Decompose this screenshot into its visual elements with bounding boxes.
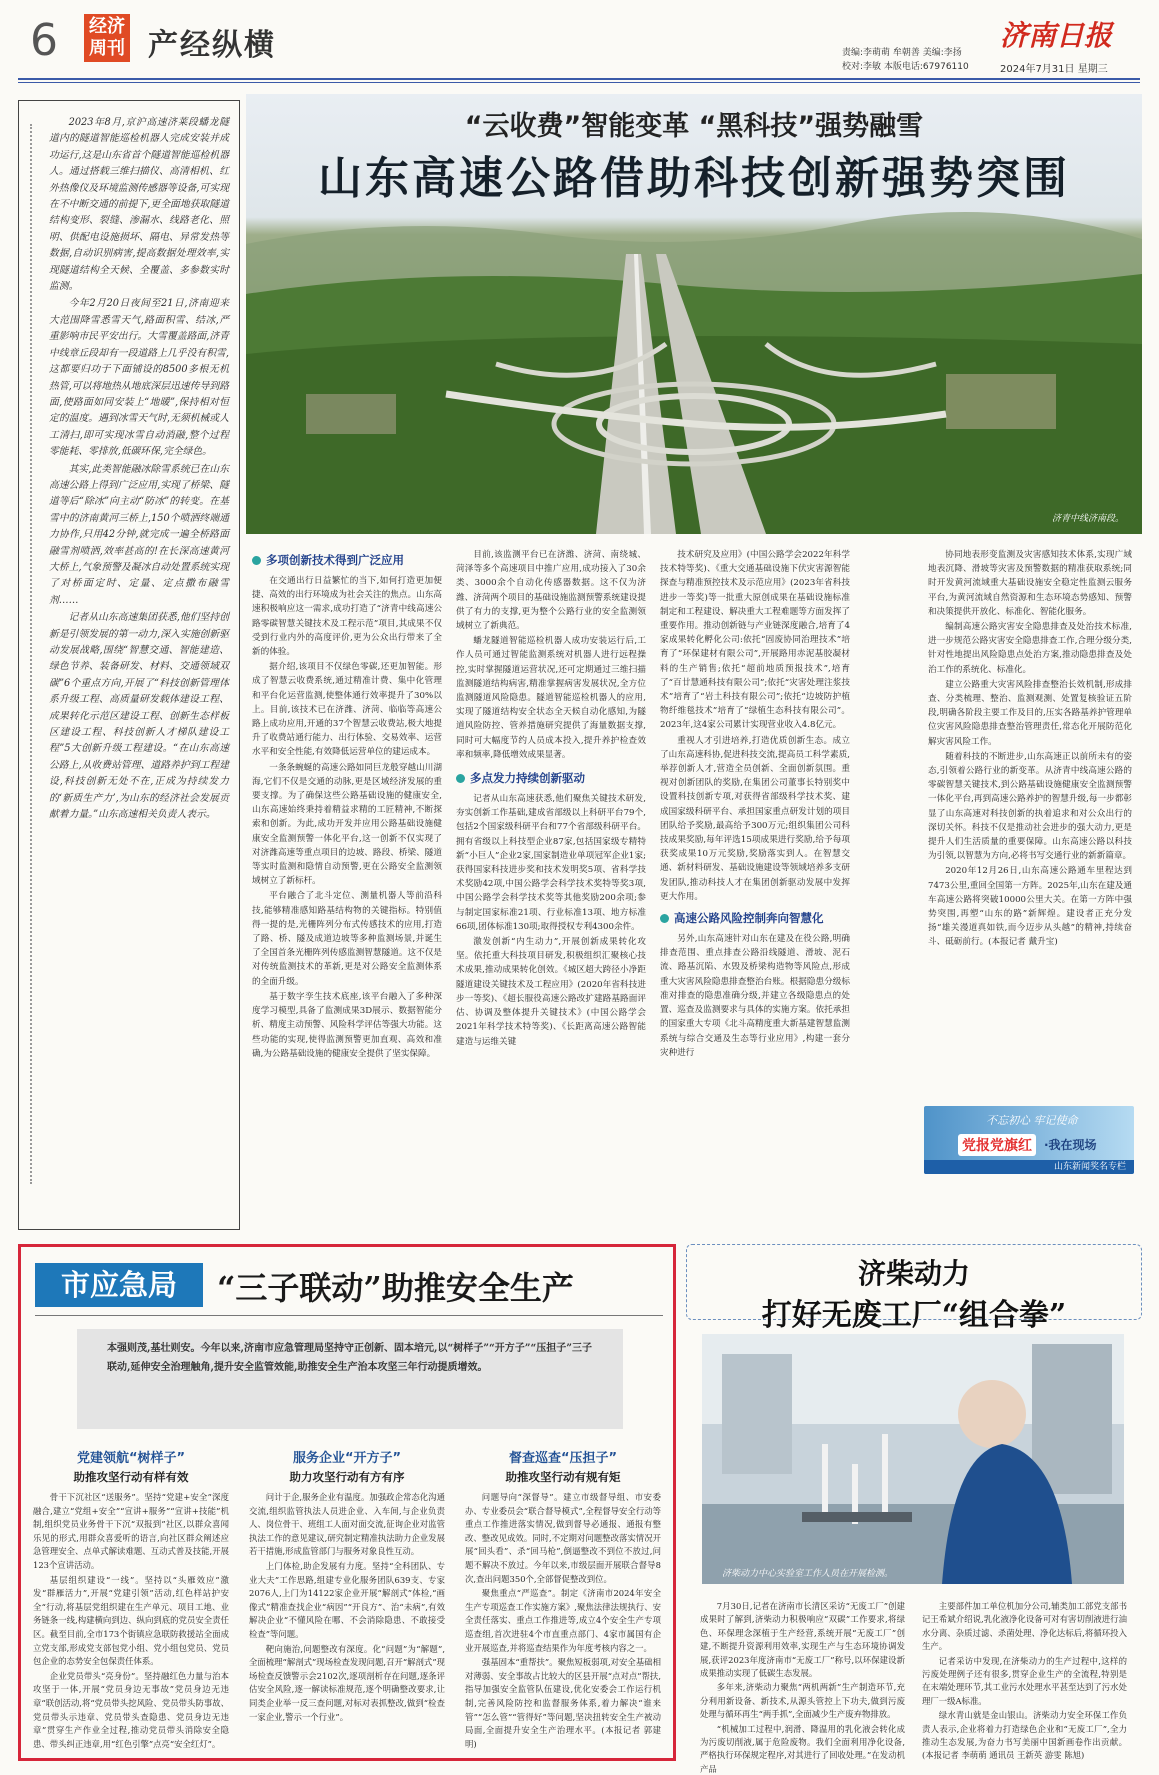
hero-photo bbox=[246, 94, 1142, 534]
article-paragraph: 目前,该监测平台已在济潍、济菏、南绕城、菏泽等多个高速项目中推广应用,成功接入了30余类、3000余个自动化传感器数据。这不仅为济潍、济菏两个项目的基础设施监测预警系统建设提供了有力的支撑,更为整个公路行业的安全监测领域树立了新典范。 bbox=[456, 550, 646, 632]
article-paragraph: 编制高速公路灾害安全隐患排查及处治技术标准,进一步规范公路灾害安全隐患排查工作,合理分级分类,针对性地提出风险隐患点处治方案,推动隐患排查及处治工作的系统化、标准化。 bbox=[928, 622, 1132, 675]
jichai-paragraph: 主要部件加工单位机加分公司,辅类加工部党支部书记王希斌介绍说,乳化液净化设备可对有害切削液进行油水分离、杂质过滤、杀菌处理、净化达标后,将循环投入生产。 bbox=[922, 1601, 1127, 1652]
feature-column-heading: 服务企业“开方子” bbox=[292, 1451, 402, 1466]
feature-column-text bbox=[249, 1491, 445, 1724]
bullet-icon bbox=[660, 914, 669, 923]
left-intro-text bbox=[49, 115, 229, 823]
page-number: 6 bbox=[30, 15, 58, 66]
feature-paragraph: 问题导向“深督导”。建立市级督导组、市安委办、专业委员会“联合督导模式”,全程督导安全行动等重点工作推进落实情况,做到督导必通报、通报有整改、整改见成效。同时,不定期对问题整改落实情况开展“回头看”、杀“回马枪”,倒逼整改不到位不放过,问题不解决不放过。今年以来,市级层面开展联合督导8次,查出问题350个,全部督促整改到位。 bbox=[465, 1492, 661, 1584]
feature-rule bbox=[35, 1315, 663, 1316]
feature-column-text bbox=[33, 1491, 229, 1751]
bullet-icon bbox=[456, 774, 465, 783]
emergency-bureau-feature bbox=[18, 1244, 676, 1761]
article-paragraph: 基于数字孪生技术底座,该平台融入了多种深度学习模型,具备了监测成果3D展示、数据智能分析、精度主动预警、风险科学评估等强大功能。这些功能的实现,使得监测预警更加直观、高效和准确,为公路基础设施的健康安全提供了坚实保障。 bbox=[252, 991, 442, 1059]
feature-paragraph: 骨干下沉社区“送服务”。坚持“党建+安全”深度融合,建立“党组+安全”“宣讲+服务”“宣讲+技能”机制,组织党员业务骨干下沉“双报到”社区,以群众喜闻乐见的形式,用群众喜爱听的语言,向社区群众阐述应急管理安全、点单式解读难题、互动式普及技能,开展123个宣讲活动。 bbox=[33, 1492, 229, 1570]
banner-title: 党报党旗红 bbox=[958, 1134, 1036, 1156]
section-subhead bbox=[660, 910, 850, 926]
column-text bbox=[456, 548, 646, 762]
feature-paragraph: 基层组织建设“一线”。坚持以“头雁效应”激发“群雁活力”,开展“党建引领”活动,红色样站护安全“行动,将基层党组织建在生产单元、项目工地、业务链条一线,构建横向到边、纵向到底的党员安全责任区。截至目前,全市173个街镇应急联防救援站全面成立党支部,形成党支部包党小组、党小组包党员、党员包企业的态势安全包保责任体系。 bbox=[33, 1574, 229, 1667]
feature-title: “三子联动”助推安全生产 bbox=[217, 1269, 574, 1307]
hero-photo-caption: 济青中线济南段。 bbox=[1051, 514, 1124, 524]
jichai-column-text bbox=[700, 1600, 905, 1775]
left-paragraph: 其实,此类智能融冰除雪系统已在山东高速公路上得到广泛应用,实现了桥梁、隧道等后“除冰”向主动“防冰”的转变。在基雪中的济南黄河三桥上,150个喷洒终端通力协作,只用42分钟,就完成一遍全桥路面融雪剂喷洒,效率甚高的!在长深高速黄河大桥上,气象预警及凝冰自动处置系统实现了对桥面定时、定量、定点撒布融雪剂…… bbox=[49, 463, 229, 606]
editors-line-2: 校对:李敏 本版电话:67976110 bbox=[842, 62, 969, 72]
feature-column-3 bbox=[465, 1447, 661, 1752]
column-text bbox=[252, 574, 442, 1061]
feature-column-heading: 督查巡查“压担子” bbox=[508, 1451, 618, 1466]
dateline: 2024年7月31日 星期三 bbox=[1000, 64, 1108, 75]
feature-column-subheading: 助推攻坚行动有规有矩 bbox=[505, 1470, 621, 1484]
newspaper-masthead: 济南日报 bbox=[1000, 19, 1113, 52]
article-paragraph: 建立公路重大灾害风险排查整治长效机制,形成排查、分类梳理、整治、监测观测、处置复核验证五阶段,明确各阶段主要工作及目的,压实各路基养护管理单位灾害风险隐患排查整治管理责任,常态化开展防范化解灾害风险工作。 bbox=[928, 679, 1132, 747]
banner-footer: 山东新闻奖名专栏 bbox=[924, 1160, 1134, 1174]
jichai-paragraph: “机械加工过程中,润滑、降温用的乳化液会转化成为污废切削液,属于危险废物。我们全面利用净化设备,严格执行环保规定程序,对其进行了回收处理。”在发动机产品 bbox=[700, 1723, 905, 1774]
jichai-power-feature bbox=[686, 1244, 1142, 1774]
page-header bbox=[0, 0, 1159, 86]
feature-paragraph: 上门体检,助企发展有力度。坚持“全科团队、专业大夫”工作思路,组建专业化服务团队639支、专家2076人,上门为14122家企业开展“解剖式”体检,“画像式”精准查找企业“病因”“开良方”、治“未病”,有效解决企业“不懂风险在哪、不会消除隐患、不敢接受检查”等问题。 bbox=[249, 1560, 445, 1639]
column-text bbox=[660, 548, 850, 904]
article-paragraph: 重视人才引进培养,打造优质创新生态。成立了山东高速科协,促进科技交流,提高员工科学素质,举荐创新人才,营造全员创新、全面创新氛围。重视对创新团队的奖励,在集团公司董事长特别奖中设置科技创新专项,对获得省部级科学技术奖、建成国家级科研平台、承担国家重点研发计划的项目团队给予奖励,最高给予300万元;组织集团公司科技成果奖励,每年评选15项成果进行奖励,给予每项获奖成果10万元奖励,奖励落实到人。在智慧交通、新材料研发、基础设施建设等领域培养多支研发团队,推动科技人才在集团创新驱动发展中发挥更大作用。 bbox=[660, 735, 850, 902]
jichai-paragraph: 记者采访中发现,在济柴动力的生产过程中,这样的污废处理例子还有很多,贯穿企业生产的全流程,特别是在末端处理环节,其工业污水处理水平甚至达到了污水处理厂一级A标准。 bbox=[922, 1655, 1127, 1706]
left-paragraph: 记者从山东高速集团获悉,他们坚持创新是引领发展的第一动力,深入实施创新驱动发展战略,围绕“智慧交通、智能建造、绿色节养、装备研发、材料、交通领域双碳”6个重点方向,开展了“科技创新管理体系升级工程、高质量研发载体建设工程、成果转化示范区建设工程、创新生态样板区建设工程、科技创新人才梯队建设工程”5大创新升级工程建设。“在山东高速公路上,从收费站管理、道路养护到工程建设,科技创新无处不在,正成为持续发力的‘新质生产力’,为山东的经济社会发展贡献着力量。”山东高速相关负责人表示。 bbox=[49, 612, 229, 821]
header-rule bbox=[18, 78, 1140, 80]
feature-paragraph: 问计于企,服务企业有温度。加强政企常态化沟通交流,组织监管执法人员进企业、入车间,与企业负责人、岗位骨干、班组工人面对面交流,征询企业对监管执法工作的意见建议,研究制定精准执法助力企业发展若干措施,形成监管部门与服务对象良性互动。 bbox=[249, 1492, 445, 1557]
section-subhead bbox=[456, 770, 646, 786]
article-paragraph: 记者从山东高速获悉,他们聚焦关键技术研发,夯实创新工作基础,建成省部级以上科研平台79个,包括2个国家级科研平台和77个省部级科研平台。拥有省级以上科技型企业87家,包括国家级专精特新“小巨人”企业2家,国家制造业单项冠军企业1家;获得国家科技进步奖和技术发明奖5项、省科学技术奖励42项,中国公路学会科学技术奖特等奖3项,中国公路学会科学技术奖等其他奖励200余项;参与制定国家标准21项、行业标准13项、地方标准66项,团体标准130项;取得授权专利4300余件。 bbox=[456, 794, 646, 932]
feature-tag: 市应急局 bbox=[35, 1263, 203, 1307]
feature-title: 打好无废工厂“组合拳” bbox=[761, 1298, 1067, 1333]
brand-line-2: 周刊 bbox=[89, 38, 125, 59]
article-paragraph: 随着科技的不断进步,山东高速正以前所未有的姿态,引领着公路行业的新变革。从济青中线高速公路的零碳智慧关键技术,到公路基础设施健康安全监测预警一体化平台,再到高速公路养护的智慧升级,每一步都彰显了山东高速对科技创新的执着追求和对公众出行的深切关怀。科技不仅是推动社会进步的强大动力,更是提升人们生活质量的重要保障。山东高速公路以科技为引领,以智慧为方向,必将书写交通行业的新新篇章。 bbox=[928, 751, 1132, 862]
feature-lead: 本强则茂,基壮则安。今年以来,济南市应急管理局坚持守正创新、固本培元,以“树样子”“开方子”“压担子”三子联动,延伸安全治理触角,提升安全监管效能,助推安全生产治本攻坚三年行动提质增效。 bbox=[77, 1329, 623, 1429]
left-paragraph: 2023年8月,京沪高速济莱段蟠龙隧道内的隧道智能巡检机器人完成安装并成功运行,这是山东省首个隧道智能巡检机器人。通过搭载三维扫描仪、高清相机、红外热像仪及环境监测传感器等设备,可实现在不中断交通的前提下,更全面地获取隧道结构变形、裂缝、渗漏水、线路老化、照明、供配电设施损坏、隔电、异常发热等数据,自动识别病害,提高数据处理效率,实现隧道结构全天候、全覆盖、多参数实时监测。 bbox=[49, 117, 229, 293]
banner-slogan: 不忘初心 牢记使命 bbox=[986, 1114, 1078, 1127]
jichai-column-2 bbox=[922, 1600, 1127, 1764]
article-paragraph: 另外,山东高速针对山东在建及在役公路,明确排查范围、重点排查公路沿线隧道、滑坡、泥石流、路基沉陷、水毁及桥梁构造物等风险点,形成重大灾害风险隐患排查整治台账。根据隐患分级标准对排查的隐患准确分级,并建立各级隐患点的处置、巡查及监测要求与具体的实施方案。依托承担的国家重大专项《北斗高精度重大新基建智慧监测系统与综合交通及生态等行业应用》,构建一套分灾种进行 bbox=[660, 934, 850, 1058]
hero-subheadline: “云收费”智能变革 “黑科技”强势融雪 bbox=[464, 111, 924, 142]
section-title: 产经纵横 bbox=[148, 28, 276, 63]
feature-column-heading: 党建领航“树样子” bbox=[76, 1451, 186, 1466]
feature-kicker: 济柴动力 bbox=[857, 1257, 970, 1290]
article-paragraph: 2020年12月26日,山东高速公路通车里程达到7473公里,重回全国第一方阵。2025年,山东在建及通车高速公路将突破10000公里大关。在第一方阵中强势突围,再塑“山东的路”新辉煌。建设者正充分发扬“雄关漫道真如铁,而今迈步从头越”的精神,持续奋斗、砥砺前行。(本报记者 戴升宝) bbox=[928, 866, 1132, 948]
jichai-column-1 bbox=[700, 1600, 905, 1775]
feature-paragraph: 强基固本“重帮扶”。聚焦短板弱项,对安全基础相对薄弱、安全事故占比较大的区县开展“点对点”帮扶,指导加强安全监管队伍建设,优化安委会工作运行机制,完善风险防控和监督服务体系,着力解决“谁来管”“怎么管”“管得好”等问题,坚决扭转安全生产被动局面,全面提升安全生产治理水平。(本报记者 郭建明) bbox=[465, 1657, 661, 1749]
feature-paragraph: 靶向施治,问题整改有深度。化“问题”为“解题”,全面梳理“解剖式”现场检查发现问题,召开“解剖式”现场检查反馈警示会2102次,逐项剖析存在问题,逐条评估安全风险,逐一解读标准规范,逐个明确整改要求,让同类企业举一反三查问题,对标对表抓整改,做到“检查一家企业,警示一个行业”。 bbox=[249, 1643, 445, 1722]
editors-line-1: 责编:李萌萌 牟朝善 美编:李扬 bbox=[842, 48, 962, 58]
section-subhead bbox=[252, 552, 442, 568]
article-column-1 bbox=[252, 548, 442, 1062]
jichai-column-text bbox=[922, 1600, 1127, 1763]
feature-column-subheading: 助力攻坚行动有方有序 bbox=[289, 1470, 405, 1484]
subhead-text: 高速公路风险控制奔向智慧化 bbox=[674, 911, 824, 926]
feature-column-text bbox=[465, 1491, 661, 1751]
banner-subtitle: ·我在现场 bbox=[1044, 1138, 1097, 1152]
jichai-paragraph: 绿水青山就是金山银山。济柴动力安全环保工作负责人表示,企业将着力打造绿色企业和“无废工厂”,全力推动生态发展,为奋力书写美丽中国新画卷作出贡献。(本报记者 李萌萌 通讯员 王新英 游雯 陈旭) bbox=[922, 1710, 1127, 1761]
article-column-2 bbox=[456, 548, 646, 1050]
article-paragraph: 技术研究及应用》(中国公路学会2022年科学技术特等奖)、《重大交通基础设施下伏灾害源智能探查与精准预控技术及示范应用》(2023年省科技进步一等奖)等一批重大原创成果在基础设施标准制定和工程建设、解决重大工程难题等方面发挥了重要作用。推动创新链与产业链深度融合,培育了4家成果转化孵化公司:依托“固废协同治理技术”培育了“环保建材有限公司”,开展路用赤泥基胶凝材料的生产销售;依托“超前地质预报技术”,培育了“百廿慧通科技有限公司”;依托“灾害处理注浆技术”培育了“岩土科技有限公司”;依托“边坡防护植物纤维毯技术”培育了“绿植生态科技有限公司”。2023年,这4家公司累计实现营业收入4.8亿元。 bbox=[660, 550, 850, 731]
feature-paragraph: 企业党员带头“亮身份”。坚持融红色力量与治本攻坚于一体,开展“党员身边无事故”党员身边无违章“联创活动,将“党员带头挖风险、党员带头防事故、党员带头示违章、党员带头查隐患、党员身边无违章”贯穿生产作业全过程,推动党员带头消除安全隐患、带头纠正违章,用“红色引擎”点亮“安全红灯”。 bbox=[33, 1670, 229, 1749]
jichai-paragraph: 多年来,济柴动力聚焦“两机两新”生产制造环节,充分利用新设备、新技术,从源头管控上下功夫,做到污废处理与循环再生“两手抓”,全面减少生产废弃物排放。 bbox=[700, 1682, 905, 1720]
header-rule-thin bbox=[18, 82, 1140, 83]
brand-line-1: 经济 bbox=[89, 16, 125, 37]
article-column-3 bbox=[660, 548, 850, 1061]
feature-column-1 bbox=[33, 1447, 229, 1752]
article-paragraph: 激发创新“内生动力”,开展创新成果转化攻坚。依托重大科技项目研发,积极组织汇聚核心技术成果,推动成果转化创效。《城区超大跨径小净距隧道建设关键技术及工程应用》(2020年省科技进步一等奖)、《超长服役高速公路改扩建路基路面评估、协调及整体提升关键技术》(中国公路学会2021年科学技术特等奖)、《长距离高速公路智能建造与运维关键 bbox=[456, 937, 646, 1047]
subhead-text: 多项创新技术得到广泛应用 bbox=[266, 553, 404, 567]
feature-column-subheading: 助推攻坚行动有样有效 bbox=[73, 1470, 189, 1484]
party-column-banner[interactable] bbox=[924, 1106, 1134, 1174]
left-paragraph: 今年2月20日夜间至21日,济南迎来大范围降雪悉雪天气,路面积雪、结冰,严重影响市民平安出行。大雪覆盖路面,济青中线章丘段却有一段道路上几乎没有积雪,这都要归功于下面铺设的8500多根无机热管,可以将地热从地底深层迅速传导到路面,使路面如同安装上“地暖”,保持相对恒定的温度。遇到冰雪天气时,无须机械或人工清扫,即可实现冰雪自动消融,整个过程零能耗、零排放,低碳环保,完全绿色。 bbox=[49, 298, 229, 458]
article-paragraph: 一条条蜿蜒的高速公路如同巨龙般穿越山川湖海,它们不仅是交通的动脉,更是区域经济发展的重要支撑。为了确保这些公路基础设施的健康安全,山东高速始终秉持着精益求精的工匠精神,不断探索和创新。为此,成功开发并应用公路基础设施健康安全监测预警一体化平台,这一创新不仅实现了对济潍高速等重点项目的边坡、路段、桥梁、隧道等实时监测和隐情自动预警,更在公路安全监测领域树立了新标杆。 bbox=[252, 762, 442, 887]
column-text bbox=[928, 548, 1132, 950]
lab-worker-photo bbox=[702, 1334, 1124, 1584]
left-intro-column bbox=[18, 100, 240, 1230]
left-column-decoration bbox=[30, 124, 42, 1184]
editors-credits bbox=[842, 46, 969, 74]
hero-headline: 山东高速公路借助科技创新强势突围 bbox=[318, 153, 1070, 204]
column-text bbox=[456, 792, 646, 1049]
section-brand-badge bbox=[84, 14, 130, 62]
article-paragraph: 协同地表形变监测及灾害感知技术体系,实现广域地表沉降、滑坡等灾害及预警数据的精准获取系统;同时开发黄河流域重大基础设施安全稳定性监测云服务平台,为黄河流域自然资源和生态环境态势感知、预警和决策提供开放化、标准化、智能化服务。 bbox=[928, 550, 1132, 617]
article-column-4 bbox=[928, 548, 1132, 951]
article-paragraph: 蟠龙隧道智能巡检机器人成功安装运行后,工作人员可通过智能监测系统对机器人进行远程操控,实时掌握隧道运营状况,还可定期通过三维扫描监测隧道结构病害,精准掌握病害发展状况,全方位监测隧道风险隐患。隧道智能巡检机器人的应用,实现了隧道结构安全状态全天候自动化感知,为隧道风险防控、管养措施研究提供了海量数据支撑,同时可大幅度节约人员成本投入,提升养护检查效率和频率,降低增效成果显著。 bbox=[456, 636, 646, 760]
photo-caption: 济柴动力中心实验室工作人员在开展检测。 bbox=[722, 1569, 894, 1579]
jichai-paragraph: 7月30日,记者在济南市长清区采访“无废工厂”创建成果时了解到,济柴动力积极响应“双碳”工作要求,将绿色、环保理念深植于生产经营,系统开展“无废工厂”创建,不断提升资源利用效率,实现生产与生态环境协调发展,获评2023年度济南市“无废工厂”称号,以环保建设新成果推动实现了低碳生态发展。 bbox=[700, 1601, 905, 1679]
article-paragraph: 平台融合了北斗定位、测量机器人等前沿科技,能够精准感知路基结构物的关键指标。特别值得一提的是,光栅阵列分布式传感技术的应用,打造了路、桥、隧及成道边坡等多种监测场景,并诞生了全国首条光栅阵列传感监测智慧隧道。这不仅是对传统监测技术的革新,更是对公路安全监测体系的全面升级。 bbox=[252, 891, 442, 987]
article-paragraph: 据介绍,该项目不仅绿色零碳,还更加智能。形成了智慧云收费系统,通过精准计费、集中化管理和平台化运营监测,使整体通行效率提升了30%以上。目前,该技术已在济潍、济菏、临临等高速公路上成功应用,开通的37个智慧云收费站,极大地提升了收费站通行能力、出行体验、交易效率、运营水平和安全性能,有效降低运营单位的建运成本。 bbox=[252, 662, 442, 758]
subhead-text: 多点发力持续创新驱动 bbox=[470, 771, 585, 786]
feature-column-2 bbox=[249, 1447, 445, 1725]
feature-paragraph: 聚焦重点“严巡查”。制定《济南市2024年安全生产专项巡查工作实施方案》,聚焦法律法规执行、安全责任落实、重点工作推进等,成立4个安全生产专项巡查组,首次进驻4个市直重点部门、4家市属国有企业开展巡查,并将巡查结果作为年度考核内容之一。 bbox=[465, 1588, 661, 1653]
article-paragraph: 在交通出行日益繁忙的当下,如何打造更加便捷、高效的出行环境成为社会关注的焦点。山东高速积极响应这一需求,成功打造了“济青中线高速公路零碳智慧关键技术及工程示范”项目,其成果不仅受到行业内外的高度评价,更为公众出行带来了全新的体验。 bbox=[252, 576, 442, 658]
column-text bbox=[660, 932, 850, 1060]
bullet-icon bbox=[252, 556, 261, 565]
